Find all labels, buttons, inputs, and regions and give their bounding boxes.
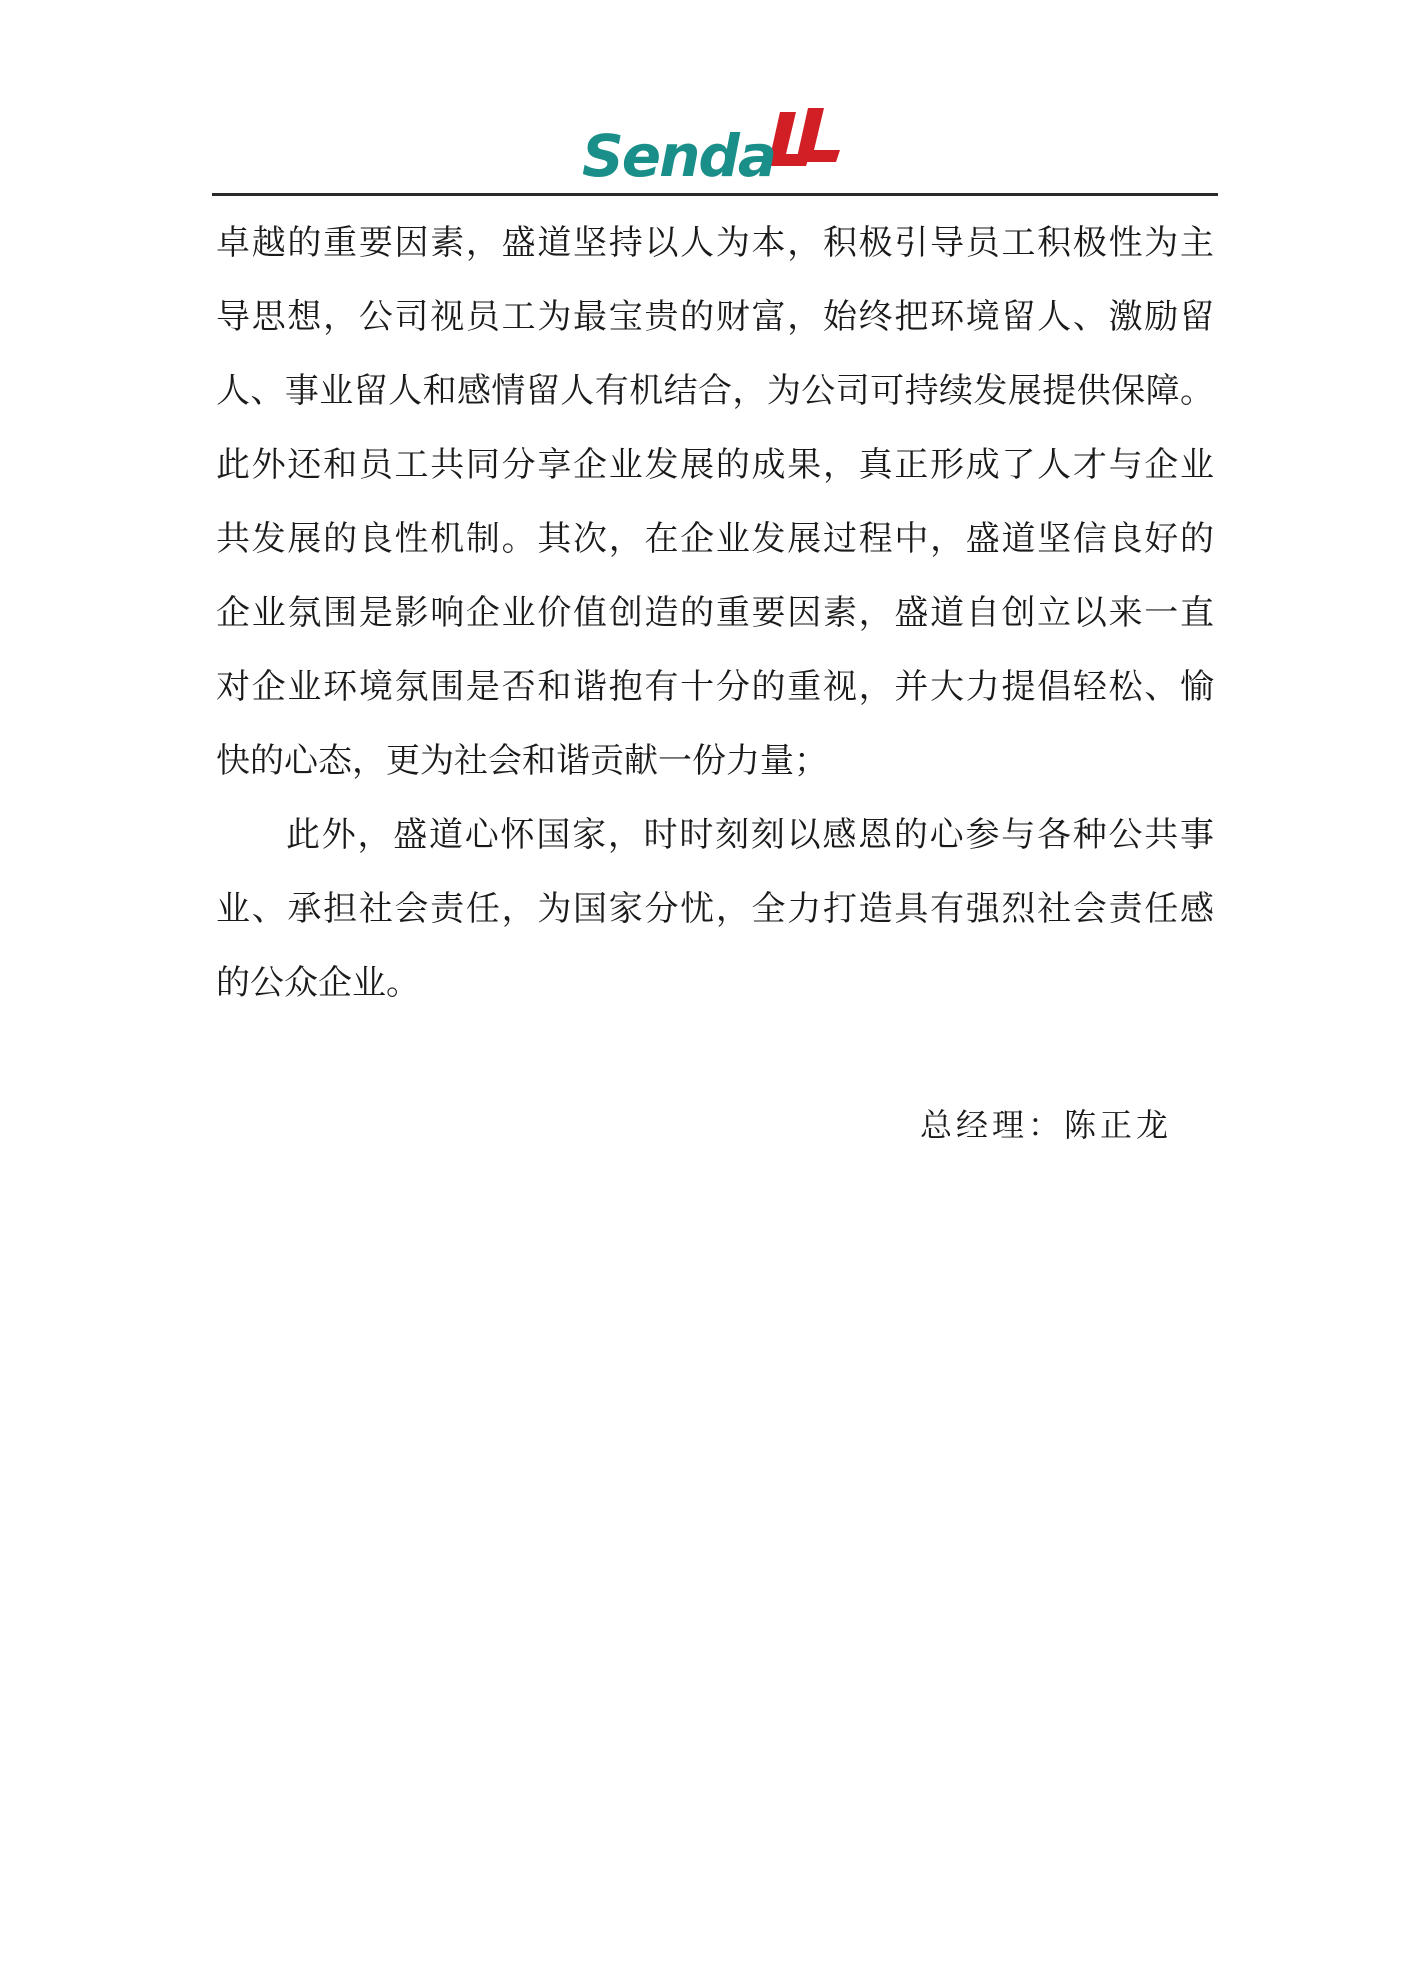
paragraph-line: 导思想，公司视员工为最宝贵的财富，始终把环境留人、激励留	[216, 297, 1214, 337]
header-divider	[212, 193, 1218, 196]
paragraph-line: 此外还和员工共同分享企业发展的成果，真正形成了人才与企业	[216, 445, 1214, 485]
signature-line: 总经理：陈正龙	[920, 1106, 1173, 1144]
logo-ll-mark-2	[796, 108, 840, 162]
paragraph-line: 此外，盛道心怀国家，时时刻刻以感恩的心参与各种公共事	[286, 815, 1214, 855]
page-header	[212, 96, 1218, 194]
paragraph-line: 的公众企业。	[216, 963, 420, 1003]
letter-body	[216, 206, 1214, 1020]
sendall-logo	[582, 104, 852, 184]
paragraph-line: 对企业环境氛围是否和谐抱有十分的重视，并大力提倡轻松、愉	[216, 667, 1214, 707]
paragraph-line: 共发展的良性机制。其次，在企业发展过程中，盛道坚信良好的	[216, 519, 1214, 559]
logo-wordmark: Senda	[582, 122, 776, 184]
paragraph-line: 人、事业留人和感情留人有机结合，为公司可持续发展提供保障。	[216, 371, 1214, 411]
paragraph-line: 卓越的重要因素，盛道坚持以人为本，积极引导员工积极性为主	[216, 223, 1214, 263]
paragraph-line: 企业氛围是影响企业价值创造的重要因素，盛道自创立以来一直	[216, 593, 1214, 633]
paragraph-line: 快的心态，更为社会和谐贡献一份力量；	[216, 741, 828, 781]
paragraph-line: 业、承担社会责任，为国家分忧，全力打造具有强烈社会责任感	[216, 889, 1214, 929]
